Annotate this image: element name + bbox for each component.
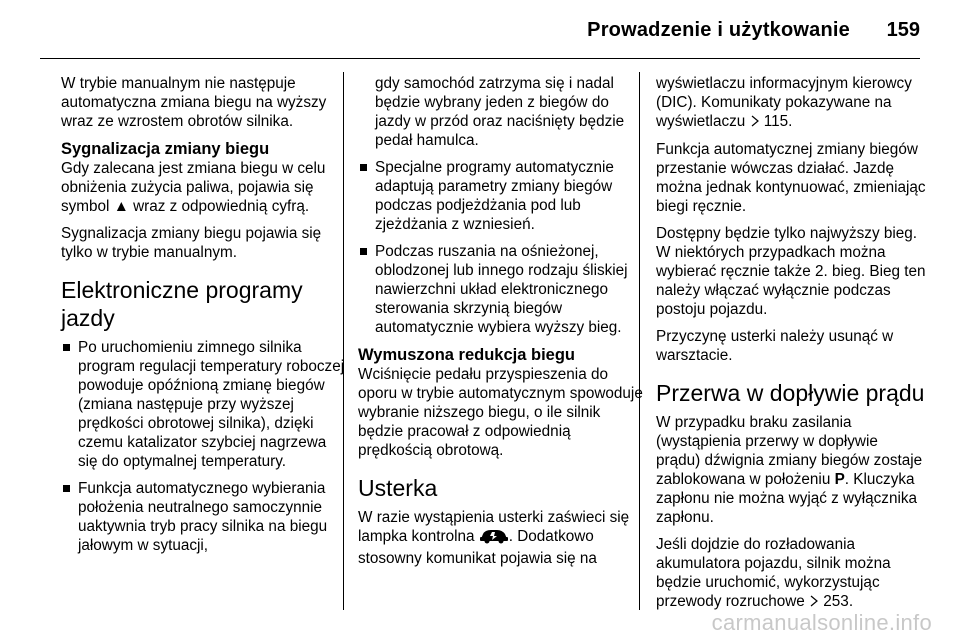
list-item: Specjalne programy automatycznie adaptują parametry zmiany biegów podczas podjeżdżania pod lub zjeżdżania z wzniesień. <box>358 158 643 234</box>
heading-kickdown: Wymuszona redukcja biegu <box>358 346 575 364</box>
header-title: Prowadzenie i użytkowanie <box>587 19 850 41</box>
paragraph-shift-manual-only: Sygnalizacja zmiany biegu pojawia się tylko w trybie manualnym. <box>61 225 322 261</box>
paragraph-power-interruption: W przypadku braku zasilania (wystąpienia przerwy w dopływie prądu) dźwignia zmiany biegów zostaje zablokowana w położeniu P. Kluczyka zapłonu nie można wyjąć z wyłącznika zapłonu. <box>656 414 923 526</box>
shift-up-arrow-icon: ▲ <box>113 198 129 215</box>
column-2 <box>358 74 643 576</box>
list-item-continuation: gdy samochód zatrzyma się i nadal będzie wybrany jeden z biegów do jazdy w przód oraz naciśnięty będzie pedał hamulca. <box>375 75 625 149</box>
column-1 <box>61 74 346 563</box>
page-header <box>0 0 960 56</box>
list-item: Funkcja automatycznego wybierania położenia neutralnego samoczynnie uaktywnia tryb pracy silnika na biegu jałowym w sytuacji, <box>61 479 346 555</box>
heading-shift-indicator: Sygnalizacja zmiany biegu <box>61 140 270 158</box>
park-position-label: P <box>834 471 845 488</box>
programs-list-continued <box>358 158 643 337</box>
paragraph-dic-continuation: wyświetlaczu informacyjnym kierowcy (DIC). Komunikaty pokazywane na wyświetlaczu 115. <box>656 75 912 130</box>
page-reference-icon <box>751 113 759 132</box>
programs-list <box>61 338 346 555</box>
paragraph-manual-mode: W trybie manualnym nie następuje automatyczna zmiana biegu na wyższy wraz ze wzrostem obrotów silnika. <box>61 75 327 130</box>
paragraph-repair: Przyczynę usterki należy usunąć w warsztacie. <box>656 328 894 364</box>
page-reference[interactable]: 253 <box>823 593 849 610</box>
paragraph-highest-gear: Dostępny będzie tylko najwyższy bieg. W niektórych przypadkach można wybierać ręcznie także 2. bieg. Bieg ten należy włączać wyłącznie podczas postoju pojazdu. <box>656 225 926 318</box>
heading-fault: Usterka <box>358 475 438 501</box>
paragraph-kickdown: Wciśnięcie pedału przyspieszenia do oporu w trybie automatycznym spowoduje wybranie niższego biegu, o ile silnik będzie pracował z odpowiednią prędkością obrotową. <box>358 366 643 459</box>
watermark: carmanualsonline.info <box>711 610 932 635</box>
transmission-warning-car-icon <box>479 528 509 549</box>
heading-power-interruption: Przerwa w dopływie prądu <box>656 380 925 406</box>
header-divider <box>40 58 920 59</box>
page-reference[interactable]: 115 <box>763 113 789 130</box>
heading-electronic-programs: Elektroniczne programy jazdy <box>61 277 303 331</box>
page-number: 159 <box>886 19 920 41</box>
paragraph-shift-recommendation: Gdy zalecana jest zmiana biegu w celu obniżenia zużycia paliwa, pojawia się symbol ▲ wraz z odpowiednią cyfrą. <box>61 160 326 215</box>
paragraph-fault: W razie wystąpienia usterki zaświeci się lampka kontrolna . Dodatkowo stosowny komunikat pojawia się na <box>358 509 630 567</box>
list-item: Po uruchomieniu zimnego silnika program regulacji temperatury roboczej powoduje opóźnioną zmianę biegów (zmiana następuje przy wyższej prędkości obrotowej silnika), dzięki czemu katalizator szybciej nagrzewa się do optymalnej temperatury. <box>61 338 346 471</box>
paragraph-auto-shift-stops: Funkcja automatycznej zmiany biegów przestanie wówczas działać. Jazdę można jednak kontynuować, zmieniając biegi ręcznie. <box>656 141 926 215</box>
list-item: Podczas ruszania na ośnieżonej, oblodzonej lub innego rodzaju śliskiej nawierzchni układ elektronicznego sterowania skrzynią biegów automatycznie wybiera wyższy bieg. <box>358 242 643 337</box>
column-3 <box>656 74 926 620</box>
paragraph-battery-discharge: Jeśli dojdzie do rozładowania akumulatora pojazdu, silnik można będzie uruchomić, wykorzystując przewody rozruchowe 253. <box>656 536 891 610</box>
